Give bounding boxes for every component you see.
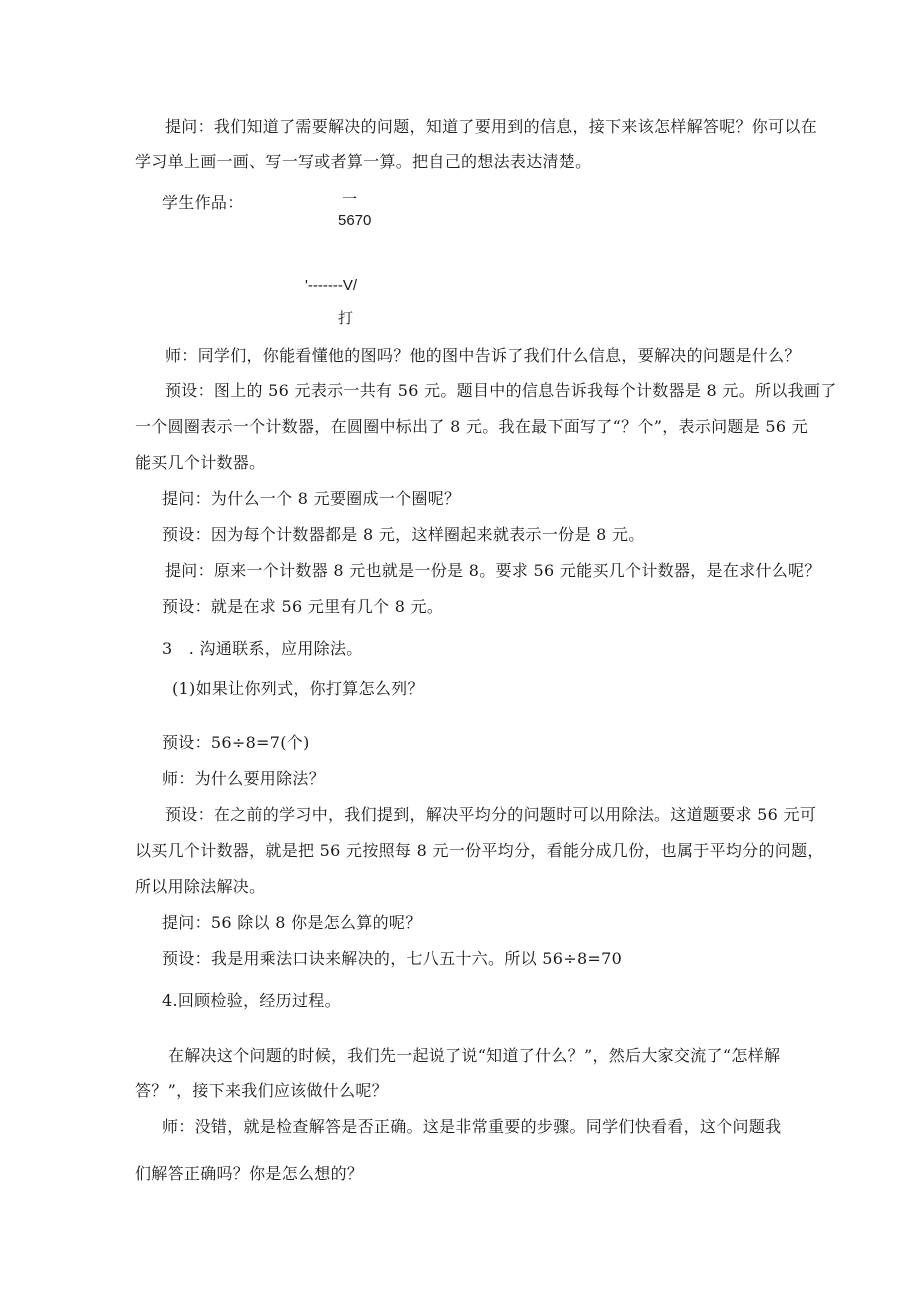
paragraph-teacher-1: 师：同学们，你能看懂他的图吗？他的图中告诉了我们什么信息，要解决的问题是什么？ (165, 346, 801, 365)
paragraph-preset-1-line-2: 一个圆圈表示一个计数器，在圆圈中标出了 8 元。我在最下面写了“？个”，表示问题是 56 元 (135, 417, 809, 436)
sketch-char: 打 (338, 310, 354, 327)
paragraph-preset-1-line-3: 能买几个计数器。 (135, 453, 266, 472)
paragraph-question-1-line-2: 学习单上画一画、写一写或者算一算。把自己的想法表达清楚。 (135, 152, 592, 171)
paragraph-preset-2: 预设：因为每个计数器都是 8 元，这样圈起来就表示一份是 8 元。 (162, 525, 645, 544)
paragraph-preset-3: 预设：就是在求 56 元里有几个 8 元。 (162, 597, 444, 616)
student-work-label: 学生作品： (162, 193, 244, 212)
sketch-number: 5670 (338, 212, 372, 229)
sub-question-1: (1)如果让你列式，你打算怎么列？ (172, 679, 424, 698)
section-3-heading: 3 . 沟通联系，应用除法。 (162, 639, 363, 658)
paragraph-question-1-line-1: 提问：我们知道了需要解决的问题，知道了要用到的信息，接下来该怎样解答呢？你可以在 (165, 117, 818, 136)
sketch-dash: 一 (342, 191, 358, 208)
paragraph-teacher-3-line-1: 师：没错，就是检查解答是否正确。这是非常重要的步骤。同学们快看看，这个问题我 (162, 1117, 782, 1136)
paragraph-teacher-2: 师：为什么要用除法？ (162, 769, 326, 788)
paragraph-preset-6: 预设：我是用乘法口诀来解决的，七八五十六。所以 56÷8=70 (162, 949, 623, 968)
paragraph-question-3: 提问：原来一个计数器 8 元也就是一份是 8。要求 56 元能买几个计数器，是在求什么呢？ (165, 561, 821, 580)
paragraph-teacher-3-line-2: 们解答正确吗？你是怎么想的？ (135, 1164, 364, 1183)
paragraph-review-line-1: 在解决这个问题的时候，我们先一起说了说“知道了什么？”，然后大家交流了“怎样解 (168, 1046, 781, 1065)
paragraph-question-4: 提问：56 除以 8 你是怎么算的呢？ (162, 913, 422, 932)
paragraph-preset-5-line-1: 预设：在之前的学习中，我们提到，解决平均分的问题时可以用除法。这道题要求 56 元可 (165, 805, 817, 824)
paragraph-preset-5-line-3: 所以用除法解决。 (135, 877, 266, 896)
paragraph-preset-5-line-2: 以买几个计数器，就是把 56 元按照每 8 元一份平均分，看能分成几份，也属于平均分的问题， (135, 841, 824, 860)
paragraph-preset-4: 预设：56÷8=7(个) (162, 733, 310, 752)
sketch-bracket: '-------V/ (305, 277, 358, 294)
section-4-heading: 4.回顾检验，经历过程。 (162, 991, 341, 1010)
paragraph-review-line-2: 答？”，接下来我们应该做什么呢？ (135, 1081, 388, 1100)
paragraph-preset-1-line-1: 预设：图上的 56 元表示一共有 56 元。题目中的信息告诉我每个计数器是 8 元。所以我画了 (165, 381, 837, 400)
paragraph-question-2: 提问：为什么一个 8 元要圈成一个圈呢？ (162, 489, 461, 508)
